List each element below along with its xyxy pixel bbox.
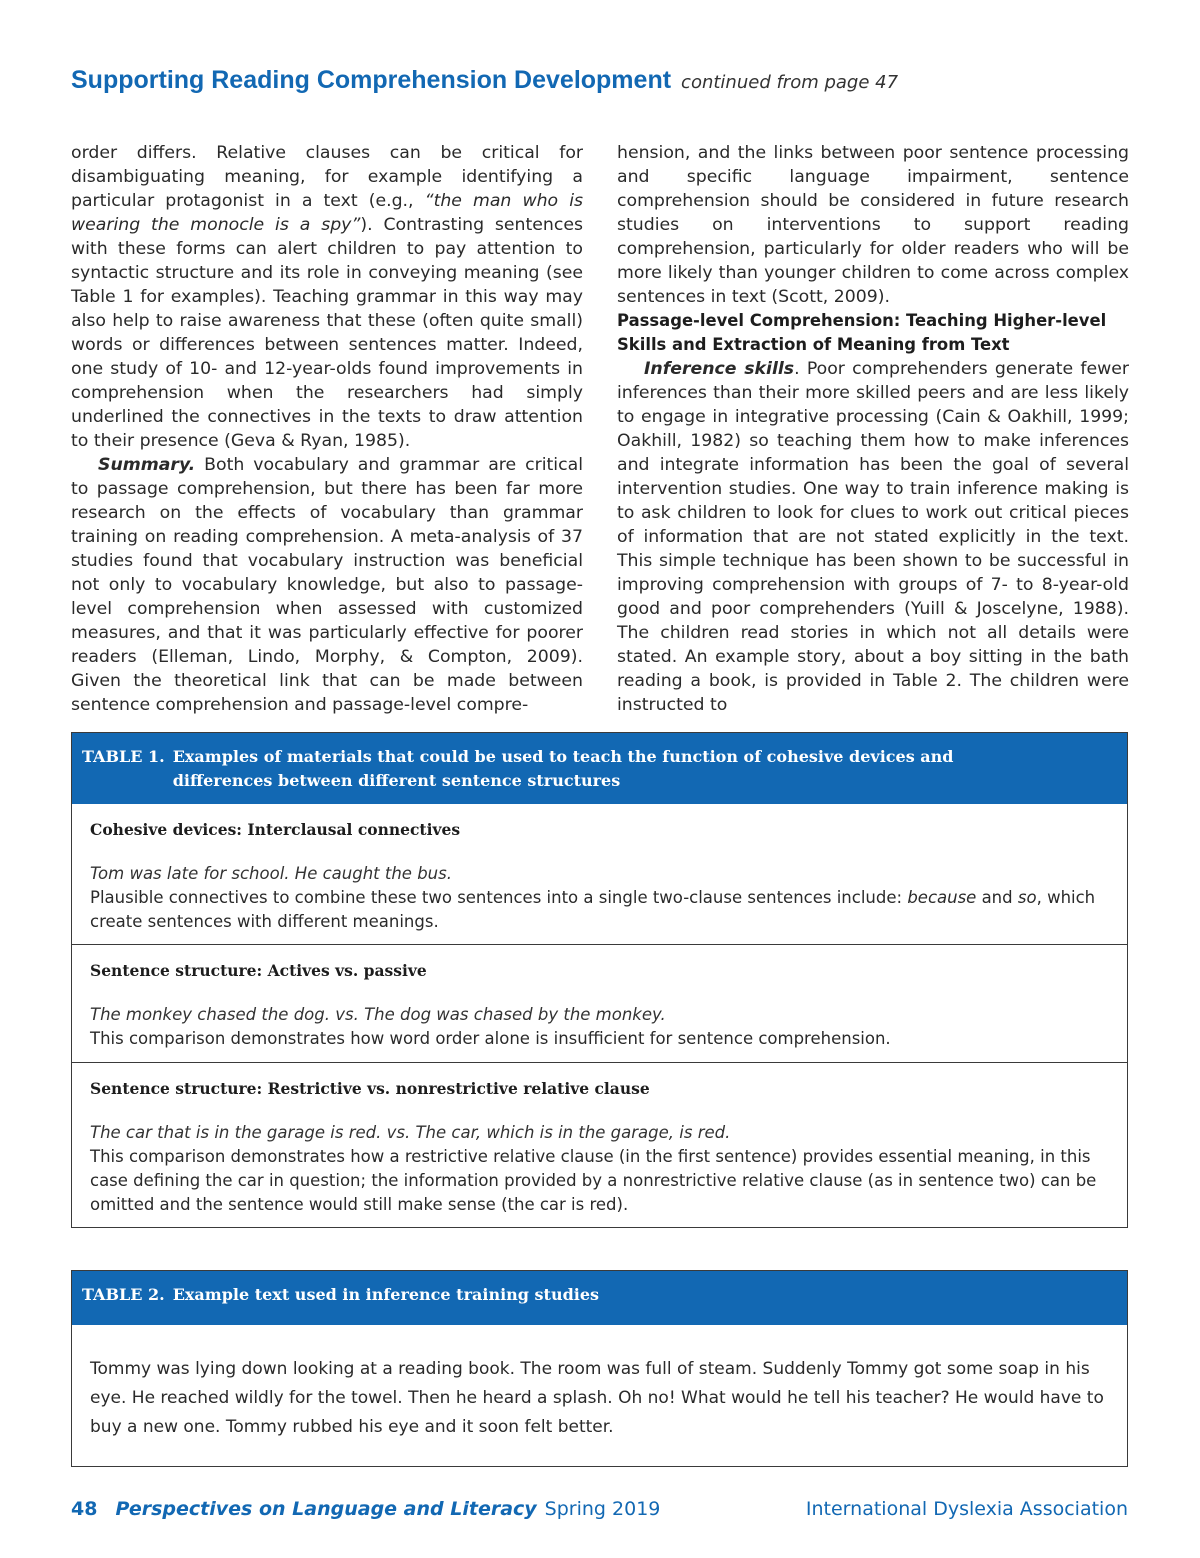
example-story: Tommy was lying down looking at a reading book. The room was full of steam. Suddenly Tommy got some soap in his eye. He reached wildly for the towel. Then he heard a splash. Oh no! What would he tell his teacher? He would have to buy a new one. Tommy rubbed his eye and it soon felt better. bbox=[90, 1359, 1104, 1437]
journal-name: Perspectives on Language and Literacy bbox=[115, 1498, 537, 1520]
section-note: This comparison demonstrates how a restrictive relative clause (in the first sentence) provides essential meaning, in this case defining the car in question; the information provided by a nonrestrictive relative clause (as in sentence two) can be omitted and the sentence would still make sense (the car is red). bbox=[90, 1147, 1097, 1214]
table-2 bbox=[71, 1270, 1128, 1467]
issue-date: Spring 2019 bbox=[544, 1498, 661, 1520]
page-header bbox=[71, 66, 1131, 95]
example-sentence: Tom was late for school. He caught the bus. bbox=[90, 864, 452, 883]
section-note: Plausible connectives to combine these two sentences into a single two-clause sentences include: because and so, which create sentences with different meanings. bbox=[90, 888, 1096, 931]
table-number: TABLE 1. bbox=[82, 747, 165, 766]
page-footer bbox=[71, 1498, 1128, 1528]
paragraph: hension, and the links between poor sentence processing and specific language impairment, sentence comprehension should be considered in future research studies on interventions to support reading comprehension, particularly for older readers who will be more likely than younger children to come across complex sentences in text (Scott, 2009). bbox=[617, 143, 1129, 307]
table-header bbox=[72, 733, 1127, 804]
right-column bbox=[617, 141, 1129, 717]
run-in-heading: Inference skills bbox=[644, 359, 795, 379]
organization-name: International Dyslexia Association bbox=[805, 1498, 1128, 1520]
article-title: Supporting Reading Comprehension Development bbox=[71, 66, 672, 94]
section-title: Sentence structure: Actives vs. passive bbox=[90, 961, 427, 980]
table-caption: Examples of materials that could be used to teach the function of cohesive devices and differences between different sentence structures bbox=[172, 747, 954, 790]
left-column bbox=[71, 141, 583, 717]
section-title: Sentence structure: Restrictive vs. nonrestrictive relative clause bbox=[90, 1079, 650, 1098]
example-quote: “the man who is wearing the monocle is a spy” bbox=[71, 191, 583, 235]
paragraph: order differs. Relative clauses can be critical for disambiguating meaning, for example identifying a particular protagonist in a text (e.g., “the man who is wearing the monocle is a spy”). Contrasting sentences with these forms can alert children to pay attention to syntactic structure and its role in conveying meaning (see Table 1 for examples). Teaching grammar in this way may also help to raise awareness that these (often quite small) words or differences between sentences matter. Indeed, one study of 10- and 12-year-olds found improvements in comprehension when the researchers had simply underlined the connectives in the texts to draw attention to their presence (Geva & Ryan, 1985). bbox=[71, 143, 583, 451]
page-number: 48 bbox=[71, 1498, 98, 1520]
paragraph: Summary. Both vocabulary and grammar are critical to passage comprehension, but there has been far more research on the effects of vocabulary than grammar training on reading comprehension. A meta-analysis of 37 studies found that vocabulary instruction was beneficial not only to vocabulary knowledge, but also to passage-level comprehension when assessed with customized measures, and that it was particularly effective for poorer readers (Elleman, Lindo, Morphy, & Compton, 2009). Given the theoretical link that can be made between sentence comprehension and passage-level compre- bbox=[71, 455, 583, 715]
continued-note: continued from page 47 bbox=[681, 72, 899, 93]
table-header bbox=[72, 1271, 1127, 1325]
example-sentence: The monkey chased the dog. vs. The dog was chased by the monkey. bbox=[90, 1005, 666, 1024]
paragraph: Inference skills. Poor comprehenders generate fewer inferences than their more skilled peers and are less likely to engage in integrative processing (Cain & Oakhill, 1999; Oakhill, 1982) so teaching them how to make inferences and integrate information has been the goal of several intervention studies. One way to train inference making is to ask children to look for clues to work out critical pieces of information that are not stated explicitly in the text. This simple technique has been shown to be successful in improving comprehension with groups of 7- to 8-year-old good and poor comprehenders (Yuill & Joscelyne, 1988). The children read stories in which not all details were stated. An example story, about a boy sitting in the bath reading a book, is provided in Table 2. The children were instructed to bbox=[617, 359, 1129, 715]
run-in-heading: Summary. bbox=[98, 455, 196, 475]
table-number: TABLE 2. bbox=[82, 1285, 165, 1304]
table-section bbox=[72, 1063, 1127, 1231]
table-section bbox=[72, 945, 1127, 1063]
table-caption: Example text used in inference training studies bbox=[172, 1285, 600, 1304]
section-heading: Passage-level Comprehension: Teaching Higher-level Skills and Extraction of Meaning from Text bbox=[617, 311, 1107, 354]
section-note: This comparison demonstrates how word order alone is insufficient for sentence comprehension. bbox=[90, 1029, 891, 1048]
section-title: Cohesive devices: Interclausal connectives bbox=[90, 820, 461, 839]
example-sentence: The car that is in the garage is red. vs. The car, which is in the garage, is red. bbox=[90, 1123, 731, 1142]
table-section bbox=[72, 804, 1127, 945]
table-1 bbox=[71, 732, 1128, 1228]
